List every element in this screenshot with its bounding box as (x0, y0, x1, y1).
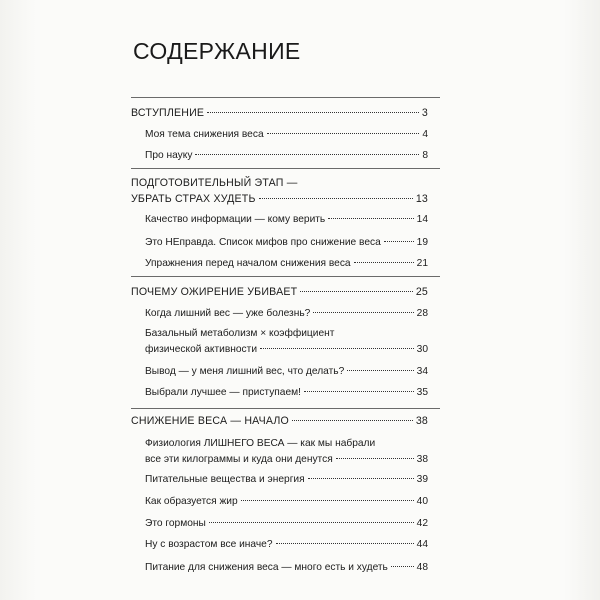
section-divider (131, 97, 440, 98)
toc-page-number: 13 (415, 192, 428, 205)
toc-page-number: 28 (416, 308, 428, 319)
toc-page-number: 14 (416, 214, 428, 225)
toc-entry (145, 385, 428, 401)
toc-entry (145, 560, 428, 576)
toc-entry-title: физической активности (145, 343, 258, 355)
toc-entry-title: Про науку (145, 150, 193, 161)
toc-entry (145, 235, 428, 251)
toc-page-number: 40 (416, 496, 428, 507)
toc-entry-title: Питательные вещества и энергия (145, 474, 305, 485)
dot-leader (313, 312, 413, 313)
toc-entry-title: Базальный метаболизм × коэффициент (145, 328, 335, 339)
dot-leader (384, 241, 414, 242)
toc-entry-title: ВСТУПЛЕНИЕ (131, 107, 205, 119)
dot-leader (209, 522, 414, 523)
toc-entry-title: Выбрали лучшее — приступаем! (145, 387, 301, 398)
toc-page-number: 39 (416, 474, 428, 485)
dot-leader (391, 566, 414, 567)
toc-page-number: 21 (416, 258, 428, 269)
toc-entry-title: Это НЕправда. Список мифов про снижение веса (145, 237, 381, 248)
toc-page-number: 30 (416, 343, 428, 355)
dot-leader (267, 133, 420, 134)
toc-entry (145, 516, 428, 532)
toc-entry (145, 148, 428, 164)
section-divider (131, 276, 440, 277)
section-divider (131, 408, 440, 409)
toc-entry-title: Когда лишний вес — уже болезнь? (145, 308, 311, 319)
toc-entry-title: все эти килограммы и куда они денутся (145, 453, 333, 465)
toc-entry-title: ПОЧЕМУ ОЖИРЕНИЕ УБИВАЕТ (131, 286, 298, 298)
toc-entry-title: ПОДГОТОВИТЕЛЬНЫЙ ЭТАП — (131, 177, 298, 189)
toc-page-number: 8 (422, 150, 428, 161)
toc-page-number: 48 (416, 562, 428, 573)
toc-section-heading (131, 285, 428, 301)
toc-entry (145, 326, 428, 357)
toc-section-heading (131, 176, 428, 207)
toc-section-heading (131, 414, 428, 430)
toc-entry-title: Питание для снижения веса — много есть и худеть (145, 562, 388, 573)
toc-entry (145, 494, 428, 510)
toc-entry (145, 127, 428, 143)
dot-leader (260, 348, 414, 349)
toc-entry-title: СНИЖЕНИЕ ВЕСА — НАЧАЛО (131, 415, 289, 427)
toc-entry (145, 537, 428, 553)
dot-leader (207, 112, 419, 113)
toc-entry-title: УБРАТЬ СТРАХ ХУДЕТЬ (131, 192, 256, 205)
toc-page-number: 3 (421, 107, 428, 119)
toc-entry-title: Моя тема снижения веса (145, 129, 264, 140)
dot-leader (328, 218, 413, 219)
toc-page-number: 44 (416, 539, 428, 550)
toc-entry-title: Упражнения перед началом снижения веса (145, 258, 351, 269)
toc-entry-title: Ну с возрастом все иначе? (145, 539, 273, 550)
dot-leader (259, 198, 413, 199)
toc-entry (145, 256, 428, 272)
dot-leader (276, 543, 414, 544)
toc-section-heading (131, 106, 428, 122)
toc-entry (145, 436, 428, 467)
dot-leader (347, 370, 413, 371)
dot-leader (300, 291, 413, 292)
dot-leader (308, 478, 414, 479)
toc-entry (145, 212, 428, 228)
dot-leader (354, 262, 414, 263)
dot-leader (336, 458, 414, 459)
section-divider (131, 168, 440, 169)
toc-page-number: 38 (415, 415, 428, 427)
toc-page-number: 25 (415, 286, 428, 298)
page-title: СОДЕРЖАНИЕ (133, 38, 301, 64)
dot-leader (195, 154, 419, 155)
toc-entry (145, 306, 428, 322)
toc-entry (145, 472, 428, 488)
toc-page-number: 4 (422, 129, 428, 140)
toc-entry-title: Качество информации — кому верить (145, 214, 326, 225)
dot-leader (241, 500, 414, 501)
toc-page-number: 19 (416, 237, 428, 248)
toc-page-number: 42 (416, 518, 428, 529)
toc-page-number: 34 (416, 366, 428, 377)
dot-leader (292, 420, 413, 421)
toc-entry-title: Вывод — у меня лишний вес, что делать? (145, 366, 345, 377)
toc-entry-title: Физиология ЛИШНЕГО ВЕСА — как мы набрали (145, 438, 376, 449)
toc-entry (145, 364, 428, 380)
dot-leader (304, 391, 414, 392)
toc-entry-title: Это гормоны (145, 518, 206, 529)
toc-entry-title: Как образуется жир (145, 496, 238, 507)
toc-page-number: 38 (416, 453, 428, 465)
toc-page-number: 35 (416, 387, 428, 398)
